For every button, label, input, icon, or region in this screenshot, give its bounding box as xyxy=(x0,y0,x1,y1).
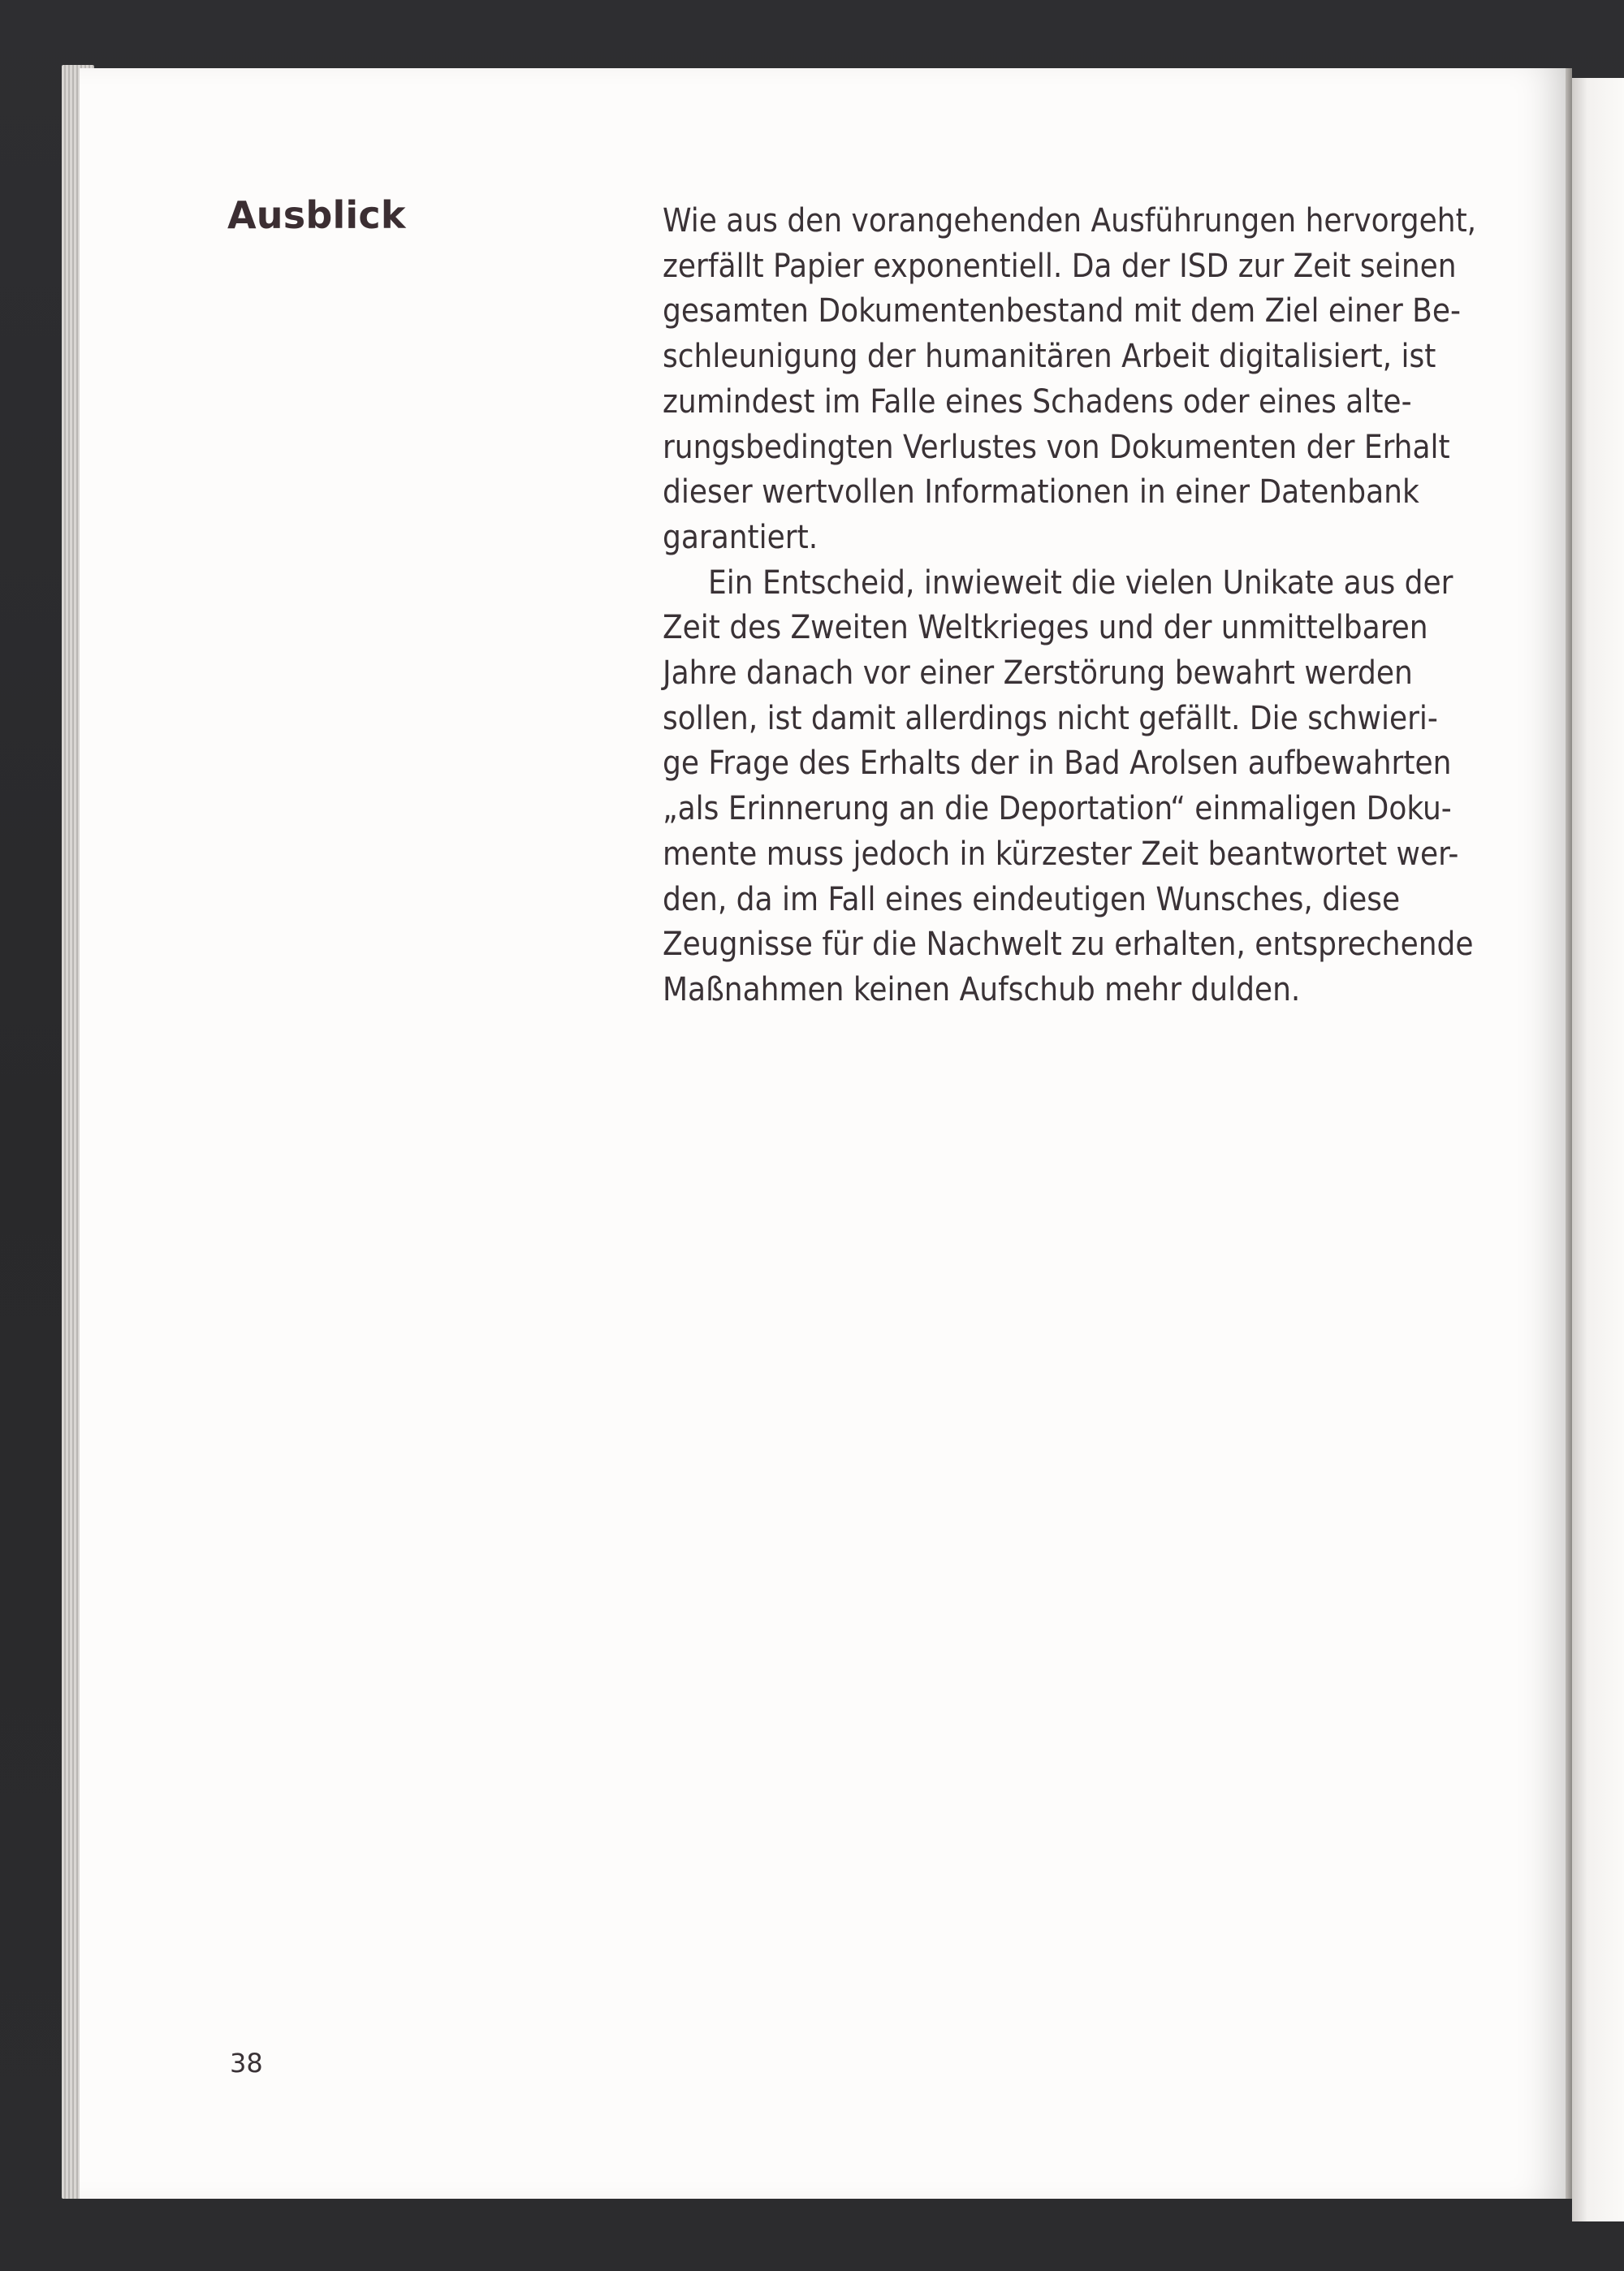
text-line: Ein Entscheid, inwieweit die vielen Unikate aus der xyxy=(708,563,1453,602)
text-line: rungsbedingten Verlustes von Dokumenten der Erhalt xyxy=(663,428,1450,466)
text-line: „als Erinnerung an die Deportation“ einmaligen Doku- xyxy=(663,790,1452,828)
section-heading: Ausblick xyxy=(227,193,406,237)
facing-page-edge xyxy=(1572,78,1624,2221)
text-line: gesamten Dokumentenbestand mit dem Ziel einer Be- xyxy=(663,292,1462,330)
text-line: Jahre danach vor einer Zerstörung bewahrt werden xyxy=(663,654,1413,693)
page-number: 38 xyxy=(230,2048,263,2079)
text-line: zerfällt Papier exponentiell. Da der ISD zur Zeit seinen xyxy=(663,247,1457,285)
text-line: Maßnahmen keinen Aufschub mehr dulden. xyxy=(663,970,1301,1008)
text-line: Wie aus den vorangehenden Ausführungen hervorgeht, xyxy=(663,202,1477,240)
text-line: den, da im Fall eines eindeutigen Wunsches, diese xyxy=(663,880,1401,918)
text-line: dieser wertvollen Informationen in einer Datenbank xyxy=(663,473,1419,512)
text-line: Zeugnisse für die Nachwelt zu erhalten, entsprechende xyxy=(663,926,1474,964)
text-line: sollen, ist damit allerdings nicht gefällt. Die schwieri- xyxy=(663,699,1438,737)
paragraph-1 xyxy=(663,199,1564,561)
paragraph-2 xyxy=(663,561,1564,1013)
text-line: schleunigung der humanitären Arbeit digitalisiert, ist xyxy=(663,338,1436,376)
text-line: zumindest im Falle eines Schadens oder eines alte- xyxy=(663,382,1412,421)
body-text xyxy=(663,199,1564,1013)
text-line: Zeit des Zweiten Weltkrieges und der unmittelbaren xyxy=(663,609,1428,647)
text-line: mente muss jedoch in kürzester Zeit beantwortet wer- xyxy=(663,835,1459,873)
text-line: ge Frage des Erhalts der in Bad Arolsen aufbewahrten xyxy=(663,745,1452,783)
page-gutter xyxy=(1566,68,1572,2199)
text-line: garantiert. xyxy=(663,518,818,556)
